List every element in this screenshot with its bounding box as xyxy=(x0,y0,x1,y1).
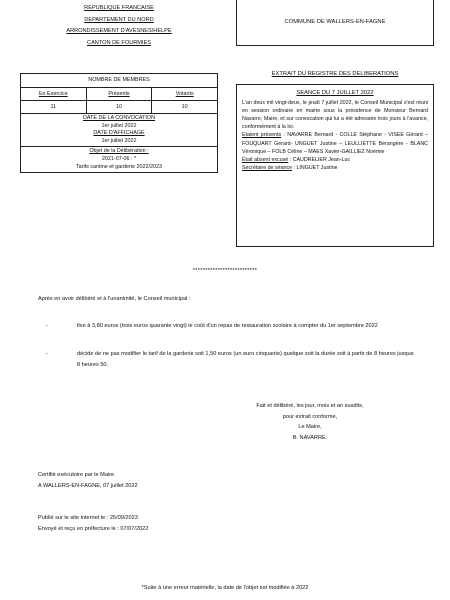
extract-title: EXTRAIT DU REGISTRE DES DELIBERATIONS xyxy=(271,71,399,77)
footnote: *Suite à une erreur matérielle, la date de l'objet est modifiée à 2022 xyxy=(141,585,309,591)
objet-text: Tarifs cantine et garderie 2022/2023 xyxy=(75,163,162,170)
header-republique: REPUBLIQUE FRANCAISE xyxy=(84,5,154,11)
members-header-row xyxy=(21,88,217,101)
decision-intro: Après en avoir délibéré et à l'unanimité, le Conseil municipal : xyxy=(38,296,191,302)
header-en-exercice: En Exercice xyxy=(38,91,68,97)
excuse-line xyxy=(242,156,428,164)
decision-item xyxy=(46,349,416,370)
commune-name: COMMUNE DE WALLERS-EN-FAGNE xyxy=(284,18,386,25)
value-en-exercice: 11 xyxy=(50,104,57,110)
signature-line-3: Le Maire, xyxy=(298,424,322,430)
separator-stars: ************************** xyxy=(192,268,258,274)
administrative-header xyxy=(20,3,218,49)
decision-item xyxy=(46,321,416,332)
item-bullet: - xyxy=(46,323,48,329)
convocation-date: 1er juillet 2022 xyxy=(101,122,137,129)
header-departement: DEPARTEMENT DU NORD xyxy=(84,16,154,23)
objet-ref: 2021-07-06 : * xyxy=(101,155,137,162)
affichage-date: 1er juillet 2022 xyxy=(101,137,137,144)
header-votants: Votants xyxy=(151,88,217,100)
secretaire-line xyxy=(242,164,428,172)
commune-box xyxy=(236,0,434,46)
presents-label: Etaient présents xyxy=(242,132,282,139)
members-title-row xyxy=(21,74,217,88)
presents-line xyxy=(242,131,428,155)
secretaire-text: : LINGUET Justine xyxy=(292,164,338,171)
members-table xyxy=(20,73,218,173)
certification-block xyxy=(38,470,138,492)
excuse-label: Était absent excusé xyxy=(242,156,289,163)
certif-line-2: A WALLERS-EN-FAGNE, 07 juillet 2022 xyxy=(38,482,138,489)
members-title: NOMBRE DE MEMBRES xyxy=(88,76,150,83)
signature-line-4: B. NAVARRE. xyxy=(292,434,328,441)
seance-title: SEANCE DU 7 JUILLET 2022 xyxy=(296,90,374,96)
signature-block xyxy=(200,401,420,443)
publication-line-1: Publié sur le site internet le : 25/09/2023 xyxy=(38,515,138,521)
secretaire-label: Secrétaire de séance xyxy=(242,164,293,171)
excuse-text: : CAUDRELIER Jean-Luc xyxy=(288,156,351,163)
seance-box xyxy=(236,84,434,247)
seance-body: L'an deux mil vingt-deux, le jeudi 7 juillet 2022, le Conseil Municipal s'est réuni en session ordinaire en mairie sous la présidence de Monsieur Bernard Navarre, Maire, et sur convocation qui lui a été adressée trois jours à l'avance, conformément à la loi. xyxy=(242,100,428,131)
signature-line-1: Fait et délibéré, les jour, mois et an susdits, xyxy=(256,403,364,409)
item-text: décide de ne pas modifier le tarif de la garderie soit 1,50 euros (un euro cinquante) quelque soit la durée soit à partir de 8 heures jusque 8 heures 50. xyxy=(77,351,414,368)
presents-text: : NAVARRE Bernard - COLLE Stéphane - VISEE Gérard –FOUQUART Gérard- UNGUET Justine – LEULLIETTE Bérangère - BLANC Véronique – FOLB Céline – MAES Xavier-GAILLIEZ Noémie xyxy=(242,132,429,155)
signature-line-2: pour extrait conforme, xyxy=(282,413,338,420)
convocation-label: DATE DE LA CONVOCATION xyxy=(83,115,155,121)
value-presents: 10 xyxy=(86,101,152,113)
header-arrondissement: ARRONDISSEMENT D'AVESNES/HELPE xyxy=(66,28,172,34)
item-bullet: - xyxy=(46,351,48,357)
item-text: fixe à 3,80 euros (trois euros quarante vingt) le coût d'un repas de restauration scolaire à compter du 1er septembre 2022 xyxy=(77,323,378,329)
publication-block xyxy=(38,513,148,535)
objet-label: Objet de la Délibération : xyxy=(89,148,149,155)
certif-line-1: Certifié exécutoire par le Maire xyxy=(38,472,115,478)
members-values-row xyxy=(21,101,217,114)
publication-line-2: Envoyé et reçu en préfecture le : 07/07/2022 xyxy=(38,525,149,532)
header-presents: Présents xyxy=(86,88,152,100)
dates-block xyxy=(21,114,217,147)
affichage-label: DATE D'AFFICHAGE xyxy=(93,130,145,137)
value-votants: 10 xyxy=(151,101,217,113)
header-canton: CANTON DE FOURMIES xyxy=(87,39,151,46)
objet-block xyxy=(21,147,217,172)
